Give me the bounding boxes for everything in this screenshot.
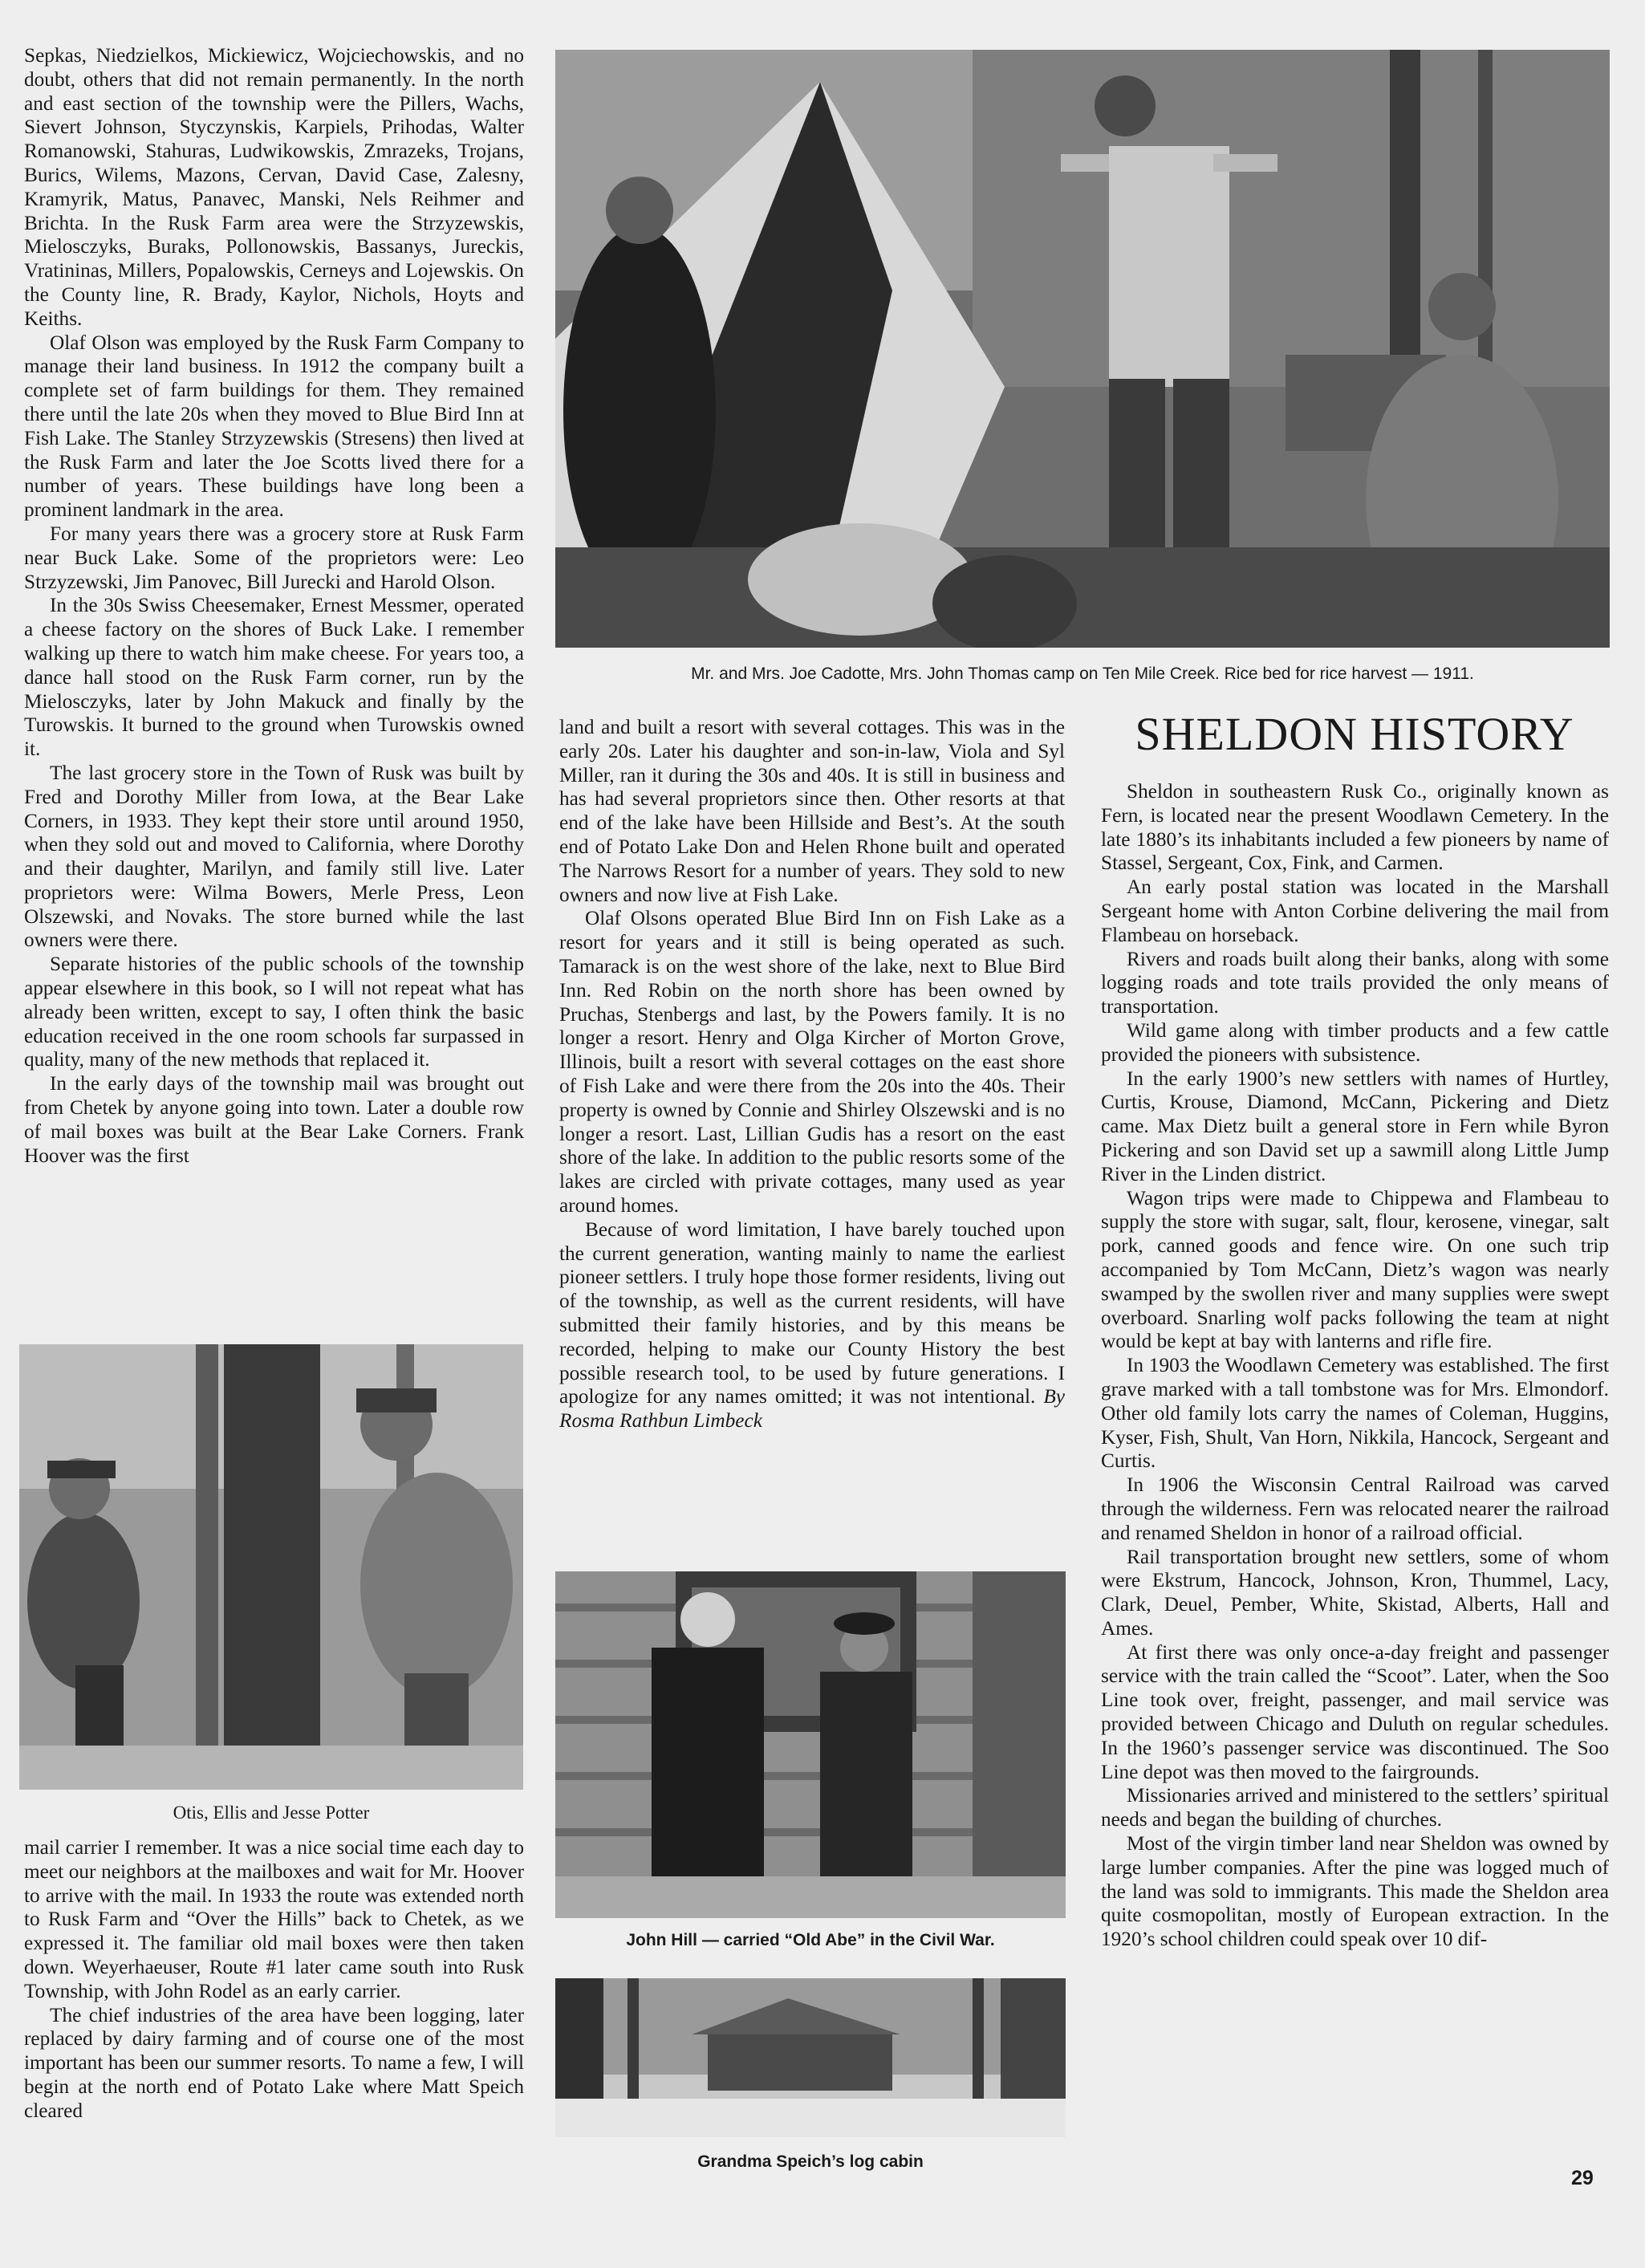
paragraph: Wagon trips were made to Chippewa and Flambeau to supply the store with sugar, salt, flour, kerosene, vinegar, salt pork, canned goods and fence wire. On one such trip accompanied by Tom McCann, Dietz’s wagon was nearly swamped by the swollen river and many supplies were swept overboard. Snarling wolf packs following the team at night would be kept at bay with lanterns and rifle fire. bbox=[1101, 1186, 1609, 1353]
paragraph: In the early days of the township mail was brought out from Chetek by anyone going into town. Later a double row of mail boxes was built at the Bear Lake Corners. Frank Hoover was the first bbox=[24, 1072, 524, 1167]
paragraph: Missionaries arrived and ministered to the settlers’ spiritual needs and began the building of churches. bbox=[1101, 1784, 1609, 1831]
caption-cabin-photo: Grandma Speich’s log cabin bbox=[697, 2152, 924, 2171]
photo-john-hill bbox=[555, 1571, 1066, 1918]
paragraph: Rivers and roads built along their banks, along with some logging roads and tote trails provided the only means of transportation. bbox=[1101, 947, 1609, 1018]
column-1-upper bbox=[24, 44, 524, 1342]
paragraph: The chief industries of the area have been logging, later replaced by dairy farming and of course one of the most important has been our summer resorts. To name a few, I will begin at the north end of Potato Lake where Matt Speich cleared bbox=[24, 2003, 524, 2122]
paragraph: Sepkas, Niedzielkos, Mickiewicz, Wojciechowskis, and no doubt, others that did not remain permanently. In the north and east section of the township were the Pillers, Wachs, Sievert Johnson, Styczynskis, Karpiels, Prihodas, Walter Romanowski, Stahuras, Ludwikowskis, Zmrazeks, Trojans, Burics, Wilems, Mazons, Cervan, David Case, Zalesny, Kramyrik, Matus, Panavec, Manski, Nels Reihmer and Brichta. In the Rusk Farm area were the Strzyzewskis, Mielosczyks, Buraks, Pollonowskis, Bassanys, Jureckis, Vratininas, Millers, Popalowskis, Cerneys and Lojewskis. On the County line, R. Brady, Kaylor, Nichols, Hoyts and Keiths. bbox=[24, 44, 524, 330]
photo-potter-brothers bbox=[19, 1344, 523, 1790]
paragraph: mail carrier I remember. It was a nice social time each day to meet our neighbors at the mailboxes and wait for Mr. Hoover to arrive with the mail. In 1933 the route was extended north to Rusk Farm and “Over the Hills” back to Chetek, as we expressed it. The familiar old mail boxes were then taken down. Weyerhaeuser, Route #1 later came south into Rusk Township, with John Rodel as an early carrier. bbox=[24, 1836, 524, 2002]
column-3 bbox=[1101, 780, 1609, 2185]
byline: By Rosma Rathbun Limbeck bbox=[559, 1385, 1065, 1433]
paragraph: Sheldon in southeastern Rusk Co., originally known as Fern, is located near the present Woodlawn Cemetery. In the late 1880’s its inhabitants included a few pioneers by name of Stassel, Sergeant, Cox, Fink, and Carmen. bbox=[1101, 780, 1609, 875]
paragraph: The last grocery store in the Town of Rusk was built by Fred and Dorothy Miller from Iowa, at the Bear Lake Corners, in 1933. They kept their store until around 1950, when they sold out and moved to California, where Dorothy and their daughter, Marilyn, and family still live. Later proprietors were: Wilma Bowers, Merle Press, Leon Olszewski, and Novaks. The store burned while the last owners were there. bbox=[24, 761, 524, 952]
column-2 bbox=[559, 716, 1065, 1560]
caption-hill-photo: John Hill — carried “Old Abe” in the Civil War. bbox=[626, 1931, 995, 1949]
section-heading: SHELDON HISTORY bbox=[1135, 708, 1574, 760]
column-1-lower bbox=[24, 1836, 524, 2181]
paragraph: Olaf Olson was employed by the Rusk Farm Company to manage their land business. In 1912 the company built a complete set of farm buildings for them. They remained there until the late 20s when they moved to Blue Bird Inn at Fish Lake. The Stanley Strzyzewskis (Stresens) then lived at the Rusk Farm and later the Joe Scotts lived there for a number of years. These buildings have long been a prominent landmark in the area. bbox=[24, 331, 524, 522]
paragraph: In 1906 the Wisconsin Central Railroad was carved through the wilderness. Fern was relocated nearer the railroad and renamed Sheldon in honor of a railroad official. bbox=[1101, 1473, 1609, 1544]
photo-log-cabin bbox=[555, 1978, 1066, 2137]
paragraph: Olaf Olsons operated Blue Bird Inn on Fish Lake as a resort for years and it still is being operated as such. Tamarack is on the west shore of the lake, next to Blue Bird Inn. Red Robin on the north shore has been owned by Pruchas, Stenbergs and last, by the Powers family. It is no longer a resort. Henry and Olga Kircher of Morton Grove, Illinois, built a resort with several cottages on the east shore of Fish Lake and were there from the 20s into the 40s. Their property is owned by Connie and Shirley Olszewski and is no longer a resort. Last, Lillian Gudis has a resort on the east shore of the lake. In addition to the public resorts some of the lakes are circled with private cottages, many used as year around homes. bbox=[559, 907, 1065, 1217]
photo-cadotte-camp bbox=[555, 50, 1610, 648]
paragraph: Separate histories of the public schools of the township appear elsewhere in this book, so I will not repeat what has already been written, except to say, I often think the basic education received in the one room schools far surpassed in quality, many of the new methods that replaced it. bbox=[24, 953, 524, 1071]
paragraph: In the early 1900’s new settlers with names of Hurtley, Curtis, Krouse, Diamond, McCann, Pickering and Dietz came. Max Dietz built a general store in Fern while Byron Pickering and son David set up a sawmill along Little Jump River in the Linden district. bbox=[1101, 1067, 1609, 1185]
paragraph: land and built a resort with several cottages. This was in the early 20s. Later his daughter and son-in-law, Viola and Syl Miller, ran it during the 30s and 40s. It is still in business and has had several proprietors since then. Other resorts at that end of the lake have been Hillside and Best’s. At the south end of Potato Lake Don and Helen Rhone built and operated The Narrows Resort for a number of years. They sold to new owners and now live at Fish Lake. bbox=[559, 716, 1065, 906]
caption-potter-photo: Otis, Ellis and Jesse Potter bbox=[173, 1803, 370, 1823]
paragraph: For many years there was a grocery store at Rusk Farm near Buck Lake. Some of the proprietors were: Leo Strzyzewski, Jim Panovec, Bill Jurecki and Harold Olson. bbox=[24, 522, 524, 593]
page-number: 29 bbox=[1571, 2167, 1594, 2189]
paragraph: An early postal station was located in the Marshall Sergeant home with Anton Corbine delivering the mail from Flambeau on horseback. bbox=[1101, 876, 1609, 946]
paragraph bbox=[559, 1218, 1065, 1433]
caption-top-photo: Mr. and Mrs. Joe Cadotte, Mrs. John Thomas camp on Ten Mile Creek. Rice bed for rice harvest — 1911. bbox=[691, 665, 1474, 683]
paragraph: In the 30s Swiss Cheesemaker, Ernest Messmer, operated a cheese factory on the shores of Buck Lake. I remember walking up there to watch him make cheese. For years too, a dance hall stood on the Rusk Farm corner, run by the Mielosczyks, later by John Makuck and finally by the Turowskis. It burned to the ground when Turowskis owned it. bbox=[24, 594, 524, 761]
paragraph: Wild game along with timber products and a few cattle provided the pioneers with subsistence. bbox=[1101, 1018, 1609, 1066]
paragraph: Rail transportation brought new settlers, some of whom were Ekstrum, Hancock, Johnson, Kron, Thummel, Lacy, Clark, Deuel, Pember, White, Skistad, Alberts, Hall and Ames. bbox=[1101, 1545, 1609, 1640]
paragraph: Most of the virgin timber land near Sheldon was owned by large lumber companies. After the pine was logged much of the land was sold to immigrants. This made the Sheldon area quite cosmopolitan, mostly of European extraction. In the 1920’s school children could speak over 10 dif- bbox=[1101, 1832, 1609, 1951]
paragraph: At first there was only once-a-day freight and passenger service with the train called the “Scoot”. Later, when the Soo Line took over, freight, passenger, and mail service was provided between Chicago and Duluth on regular schedules. In the 1960’s passenger service was discontinued. The Soo Line depot was then moved to the fairgrounds. bbox=[1101, 1640, 1609, 1783]
paragraph: In 1903 the Woodlawn Cemetery was established. The first grave marked with a tall tombstone was for Mrs. Elmondorf. Other old family lots carry the names of Coleman, Huggins, Kyser, Fish, Shult, Van Horn, Nikkila, Hancock, Sergeant and Curtis. bbox=[1101, 1354, 1609, 1473]
paragraph-body: Because of word limitation, I have barely touched upon the current generation, wanting mainly to name the earliest pioneer settlers. I truly hope those former residents, living out of the township, as well as the current residents, will have submitted their family histories, and by this means be recorded, helping to make our County History the best possible research tool, to be used by future generations. I apologize for any names omitted; it was not intentional. bbox=[559, 1217, 1065, 1408]
